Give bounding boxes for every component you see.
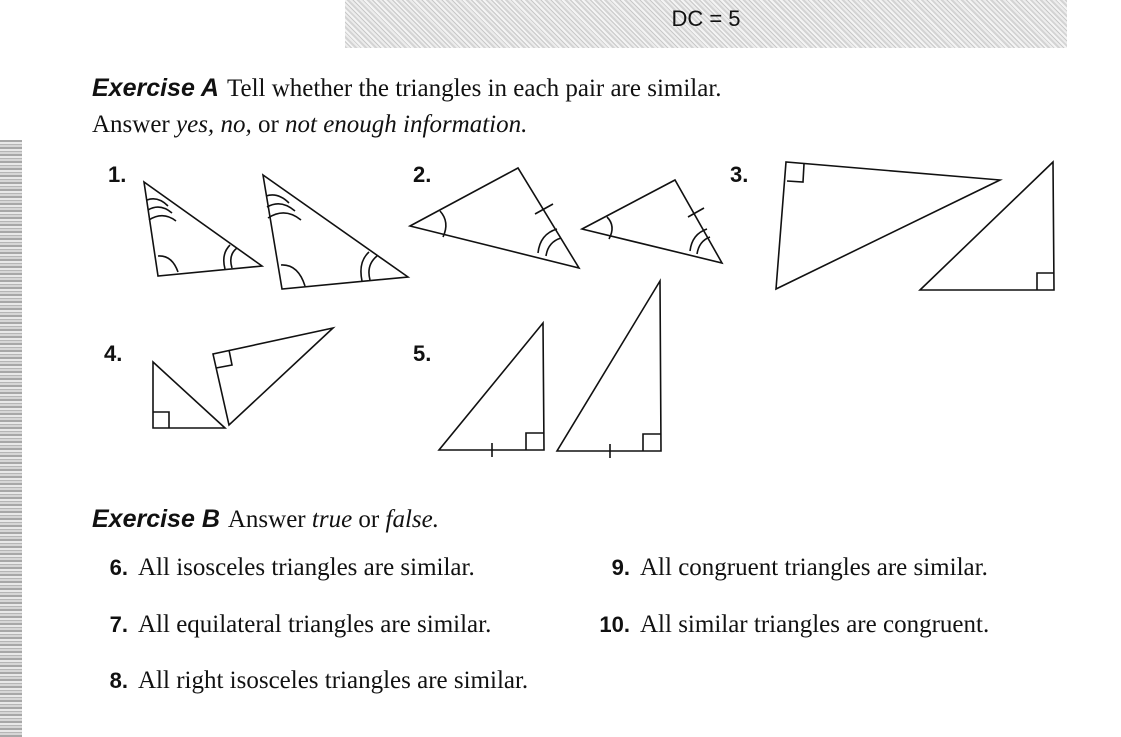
exercise-b-heading: [92, 505, 439, 534]
problem-4-number: 4.: [104, 341, 123, 366]
answer-no: no,: [220, 111, 252, 138]
p1-small-right-angle-marks: [224, 245, 237, 269]
item-7-text: All equilateral triangles are similar.: [138, 611, 492, 638]
p3-right-triangle: [920, 162, 1054, 290]
exercise-b-true: true: [311, 506, 353, 533]
problem-3-triangles: [776, 162, 1054, 290]
problem-3-number: 3.: [730, 162, 749, 187]
answer-not-enough-info: not enough information.: [285, 111, 528, 138]
problem-4-triangles: [153, 328, 333, 428]
p1-small-triangle: [144, 182, 262, 276]
exercise-b-false: false.: [385, 506, 439, 533]
exercise-b-or: or: [358, 506, 380, 533]
exercise-b-answer-word: Answer: [227, 506, 306, 533]
item-6: [92, 554, 475, 582]
p4-right-triangle: [213, 328, 333, 425]
item-8-number: 8.: [109, 668, 128, 693]
p1-large-triangle: [263, 175, 408, 289]
p2-small-bottom-angle-marks: [690, 229, 710, 254]
item-7-number: 7.: [109, 612, 128, 637]
item-10: [594, 611, 989, 639]
exercise-a-instruction: Tell whether the triangles in each pair are similar.: [226, 75, 722, 102]
item-6-number: 6.: [109, 555, 128, 580]
item-6-text: All isosceles triangles are similar.: [138, 554, 475, 581]
p3-left-triangle: [776, 162, 1000, 289]
problem-2-number: 2.: [413, 162, 432, 187]
answer-yes: yes,: [176, 111, 215, 138]
answer-or: or: [257, 111, 279, 138]
p1-large-right-angle-marks: [361, 252, 377, 281]
problem-5-number: 5.: [413, 341, 432, 366]
item-7: [92, 611, 491, 639]
problem-1-number: 1.: [108, 162, 127, 187]
exercise-a-label: Exercise A: [92, 74, 219, 102]
problem-5-triangles: [439, 281, 661, 458]
item-9-text: All congruent triangles are similar.: [640, 554, 988, 581]
p5-right-triangle: [557, 281, 661, 451]
item-8: [92, 667, 528, 695]
p4-left-right-angle-mark: [153, 412, 169, 428]
answer-word: Answer: [92, 111, 170, 138]
p5-right-right-angle-mark: [643, 434, 661, 451]
item-9-number: 9.: [611, 555, 630, 580]
p1-small-left-angle-mark: [158, 256, 178, 272]
item-9: [594, 554, 988, 582]
problem-2-triangles: [410, 168, 722, 268]
p2-large-tick: [535, 204, 553, 214]
p2-large-triangle: [410, 168, 579, 268]
item-10-number: 10.: [599, 612, 630, 637]
p4-left-triangle: [153, 362, 225, 428]
problem-1-triangles: [144, 175, 408, 289]
p5-left-right-angle-mark: [526, 433, 544, 450]
exercise-b-label: Exercise B: [92, 505, 220, 533]
p2-small-triangle: [582, 180, 722, 263]
item-10-text: All similar triangles are congruent.: [640, 611, 990, 638]
p1-large-left-angle-mark: [281, 265, 305, 286]
p3-left-right-angle-mark: [787, 164, 804, 182]
top-equation: DC = 5: [671, 6, 741, 31]
p5-left-triangle: [439, 323, 544, 450]
p3-right-right-angle-mark: [1037, 273, 1054, 290]
item-8-text: All right isosceles triangles are similar.: [138, 667, 529, 694]
